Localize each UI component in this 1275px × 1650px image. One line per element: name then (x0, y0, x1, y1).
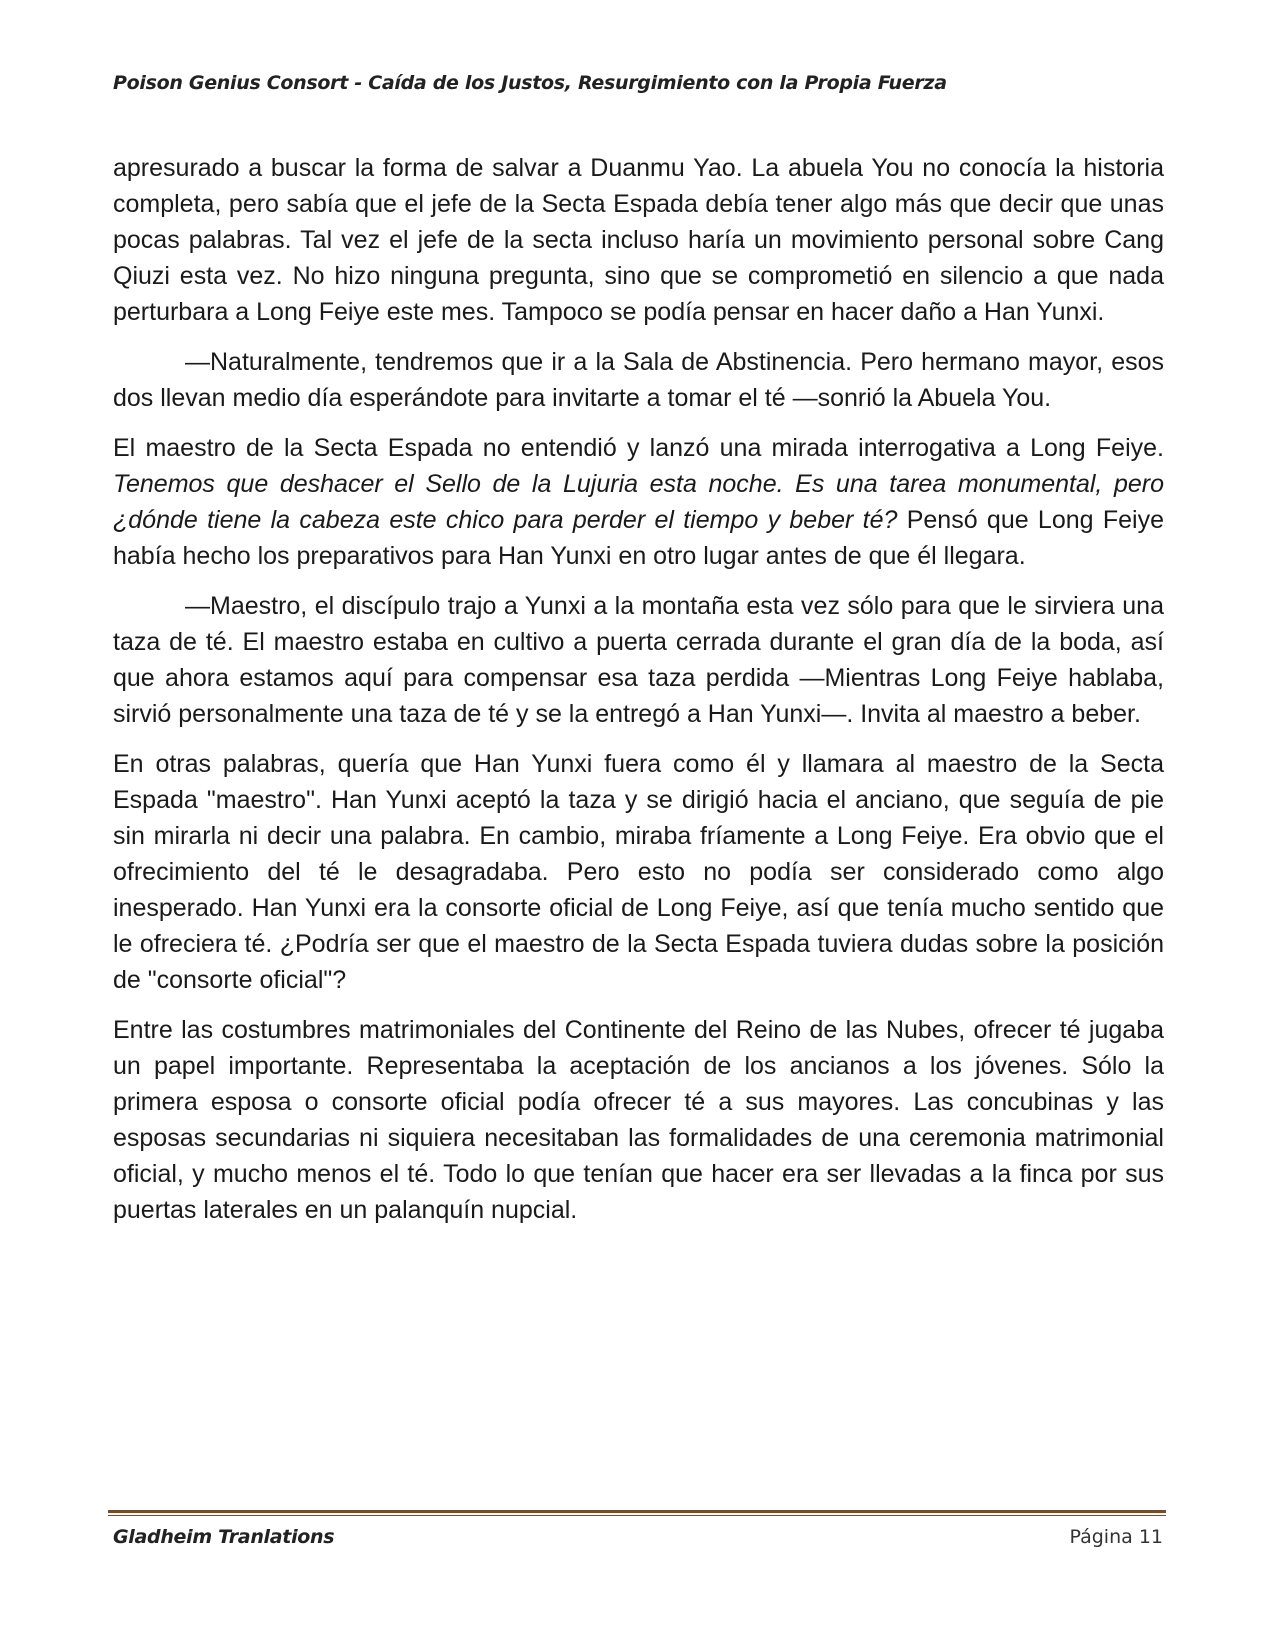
paragraph (113, 344, 1164, 416)
document-body (113, 150, 1164, 1242)
page-number-value: 11 (1138, 1526, 1163, 1548)
paragraph-text: Entre las costumbres matrimoniales del Continente del Reino de las Nubes, ofrecer té jugaba un papel importante. Representaba la aceptación de los ancianos a los jóvenes. Sólo la primera esposa o consorte oficial podía ofrecer té a sus mayores. Las concubinas y las esposas secundarias ni siquiera necesitaban las formalidades de una ceremonia matrimonial oficial, y mucho menos el té. Todo lo que tenían que hacer era ser llevadas a la finca por sus puertas laterales en un palanquín nupcial. (113, 1016, 1164, 1224)
page-header-title: Poison Genius Consort - Caída de los Justos, Resurgimiento con la Propia Fuerza (113, 72, 947, 94)
paragraph (113, 588, 1164, 732)
paragraph-text: apresurado a buscar la forma de salvar a Duanmu Yao. La abuela You no conocía la historia completa, pero sabía que el jefe de la Secta Espada debía tener algo más que decir que unas pocas palabras. Tal vez el jefe de la secta incluso haría un movimiento personal sobre Cang Qiuzi esta vez. No hizo ninguna pregunta, sino que se comprometió en silencio a que nada perturbara a Long Feiye este mes. Tampoco se podía pensar en hacer daño a Han Yunxi. (113, 154, 1164, 326)
paragraph (113, 1012, 1164, 1228)
page-label: Página (1069, 1526, 1133, 1548)
paragraph-text: —Naturalmente, tendremos que ir a la Sala de Abstinencia. Pero hermano mayor, esos dos llevan medio día esperándote para invitarte a tomar el té —sonrió la Abuela You. (113, 348, 1164, 412)
footer-divider (108, 1510, 1166, 1513)
paragraph-text: El maestro de la Secta Espada no entendió y lanzó una mirada interrogativa a Long Feiye. (113, 434, 1164, 462)
footer-publisher: Gladheim Tranlations (113, 1526, 335, 1548)
paragraph-text: En otras palabras, quería que Han Yunxi fuera como él y llamara al maestro de la Secta Espada "maestro". Han Yunxi aceptó la taza y se dirigió hacia el anciano, que seguía de pie sin mirarla ni decir una palabra. En cambio, miraba fríamente a Long Feiye. Era obvio que el ofrecimiento del té le desagradaba. Pero esto no podía ser considerado como algo inesperado. Han Yunxi era la consorte oficial de Long Feiye, así que tenía mucho sentido que le ofreciera té. ¿Podría ser que el maestro de la Secta Espada tuviera dudas sobre la posición de "consorte oficial"? (113, 750, 1164, 994)
footer-divider-thin (108, 1515, 1166, 1516)
italic-text: Tenemos que deshacer el Sello de la Lujuria esta noche. Es una tarea monumental, pero ¿dónde tiene la cabeza este chico para perder el tiempo y beber té? (113, 470, 1164, 534)
paragraph (113, 430, 1164, 574)
paragraph (113, 746, 1164, 998)
paragraph (113, 150, 1164, 330)
paragraph-text: Pensó que Long Feiye había hecho los preparativos para Han Yunxi en otro lugar antes de que él llegara. (113, 506, 1164, 570)
paragraph-text: —Maestro, el discípulo trajo a Yunxi a la montaña esta vez sólo para que le sirviera una taza de té. El maestro estaba en cultivo a puerta cerrada durante el gran día de la boda, así que ahora estamos aquí para compensar esa taza perdida —Mientras Long Feiye hablaba, sirvió personalmente una taza de té y se la entregó a Han Yunxi—. Invita al maestro a beber. (113, 592, 1164, 728)
page-number (1069, 1526, 1163, 1548)
